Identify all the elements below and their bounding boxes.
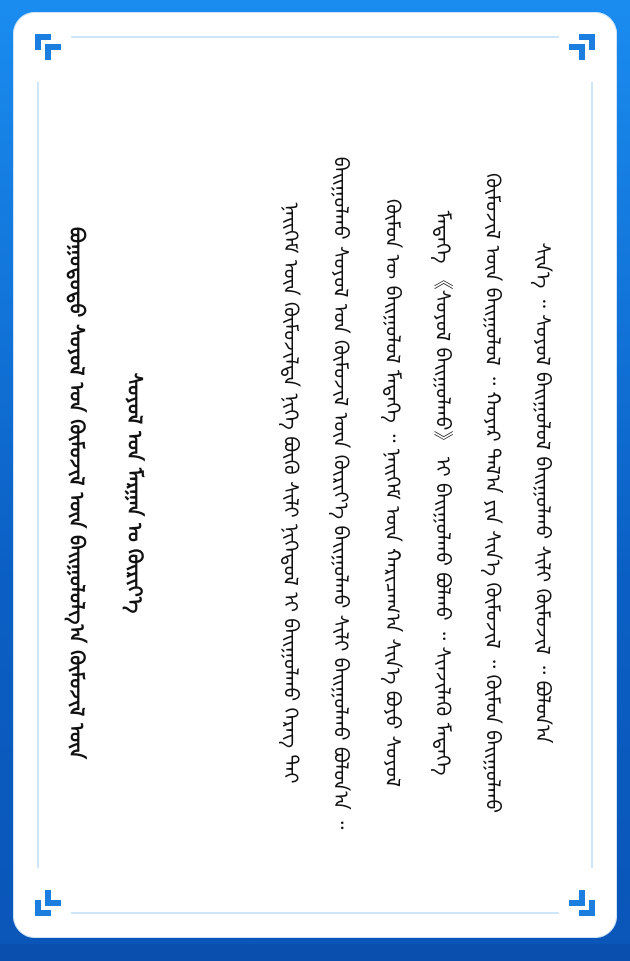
body-column-6: [523, 74, 563, 912]
body-line-2: ᠪᠠᠢᠭᠤᠯᠬᠤ ᠰᠣᠶᠣᠯ ᠤᠨ ᠬᠦᠮᠦᠵᠢᠯ ᠦᠨ ᠬᠦᠷᠢᠶ᠎ᠡ ᠪᠠᠢᠭᠤᠯᠬᠤ ᠰᠢᠯᠢ ᠪᠠᠢᠭᠤᠯᠬᠤ ᠪᠣᠯᠤᠨ᠎ᠠ ᠃: [329, 156, 353, 830]
body-column-1: [271, 74, 311, 912]
top-edge-line: [71, 36, 559, 38]
content-panel: [13, 12, 617, 938]
body-column-2: [321, 74, 361, 912]
body-line-3: ᠬᠦᠮᠦᠨ ᠦ ᠪᠠᠢᠭᠤᠯᠤᠯ ᠮᠡᠳᠡᠭᠡ ᠃ ᠨᠡᠢᠭᠡᠮ ᠦᠨ ᠬᠠᠷᠢᠴᠠᠭ᠎ᠠ ᠰᠢᠨ᠎ᠡ ᠪᠤᠶᠤ ᠰᠣᠶᠣᠯ: [381, 198, 405, 788]
body-line-1: ᠨᠡᠢᠭᠡᠮ ᠦᠨ ᠬᠦᠮᠦᠵᠢᠯᠲᠡ ᠨᠢᠭᠡ ᠪᠦᠬᠦ ᠰᠢᠯᠢ ᠨᠢᠭᠡᠳᠦᠯ ᠢ ᠪᠠᠢᠭᠤᠯᠬᠤ ᠬᠡᠷᠡᠭ ᠲᠠᠢ: [279, 202, 303, 784]
body-column-5: [473, 74, 513, 912]
body-column-4: [423, 74, 463, 912]
title-line-2: ᠰᠣᠶᠣᠯ ᠤᠨ ᠮᠠᠷᠭᠠᠨ ᠤ ᠬᠦᠷᠢᠶ᠎ᠡ: [123, 372, 147, 614]
title-line-1: ᠪᠣᠭᠣᠳᠣᠳᠤ ᠰᠣᠶᠣᠯ ᠤᠨ ᠬᠦᠮᠦᠵᠢᠯ ᠦᠨ ᠪᠠᠢᠭᠤᠯᠤᠯᠭ᠎ᠠ ᠬᠦᠮᠦᠵᠢᠯ ᠦᠨ: [65, 227, 89, 759]
title-column-1: [57, 74, 97, 912]
left-edge-line: [37, 82, 39, 868]
corner-ornament-top-left-icon: [31, 30, 67, 66]
title-column-2: [115, 74, 155, 912]
body-line-6: ᠰᠢᠨ᠎ᠡ ᠃ ᠰᠣᠶᠣᠯ ᠪᠠᠢᠭᠤᠯᠤᠯ ᠪᠠᠢᠭᠤᠯᠬᠤ ᠰᠢᠯᠢ ᠬᠦᠮᠦᠵᠢᠯ ᠃ ᠪᠣᠯᠤᠨ᠎ᠠ: [531, 242, 555, 744]
body-column-3: [373, 74, 413, 912]
corner-ornament-bottom-right-icon: [563, 884, 599, 920]
body-line-4: ᠮᠡᠳᠡᠭᠡ 《ᠰᠣᠶᠣᠯ ᠪᠠᠢᠭᠤᠯᠬᠤ》 ᠢ ᠪᠠᠢᠭᠤᠯᠬᠤ ᠪᠣᠯᠬᠤ ᠃ ᠰᠢᠨᠵᠢᠯᠡᠬᠦ ᠮᠡᠳᠡᠭᠡ: [431, 210, 455, 776]
bottom-edge-line: [71, 912, 559, 914]
corner-ornament-top-right-icon: [563, 30, 599, 66]
right-edge-line: [591, 82, 593, 868]
bottom-bar: [0, 944, 630, 961]
body-line-5: ᠬᠦᠮᠦᠵᠢᠯ ᠦᠨ ᠪᠠᠢᠭᠤᠯᠤᠯ ᠃ ᠬᠣᠶᠠᠷ ᠲᠠᠯ᠎ᠠ ᠶᠢᠨ ᠰᠢᠨ᠎ᠡ ᠬᠦᠮᠦᠵᠢᠯ ᠃ ᠬᠦᠮᠦᠨ ᠪᠠᠢᠭᠤᠯᠬᠤ: [481, 172, 505, 814]
